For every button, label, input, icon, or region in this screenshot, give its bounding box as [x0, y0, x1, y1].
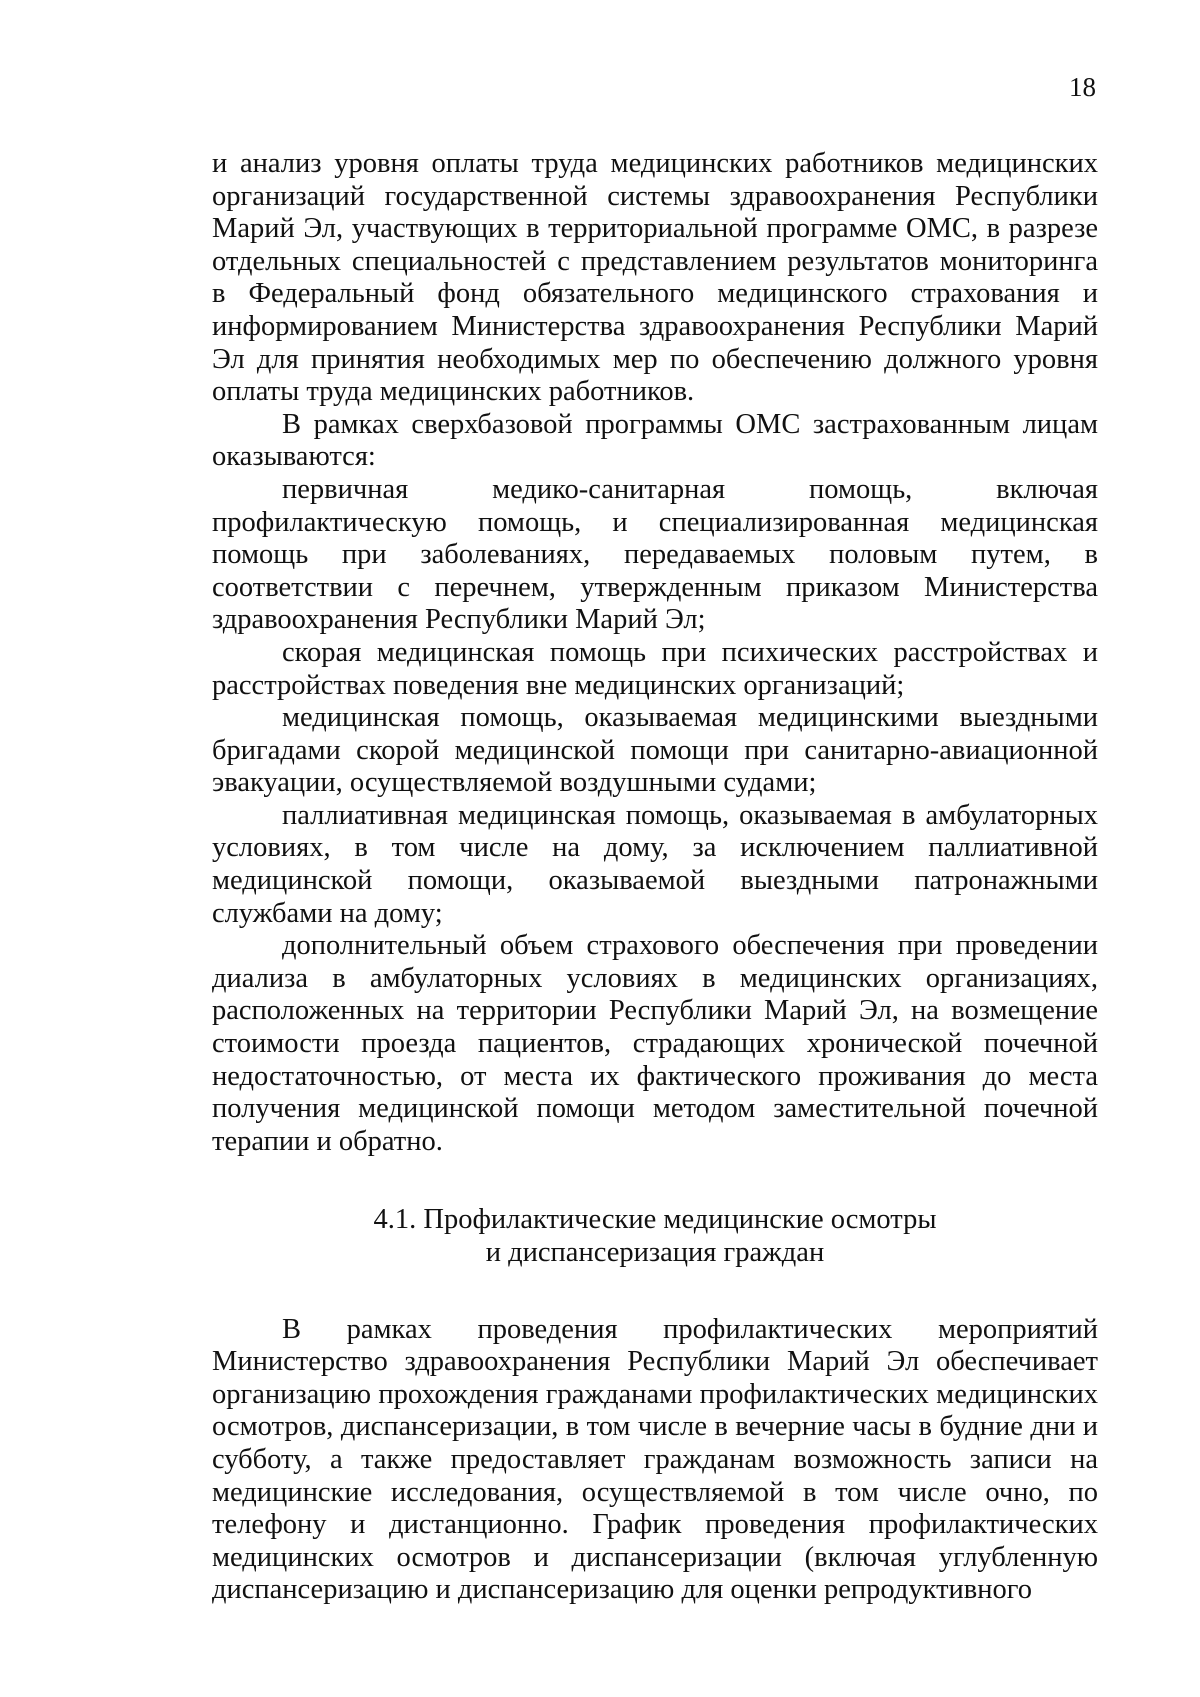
document-body [212, 148, 1098, 1607]
paragraph-primary-care: первичная медико-санитарная помощь, включая профилактическую помощь, и специализированная медицинская помощь при заболеваниях, передаваемых половым путем, в соответствии с перечнем, утвержденным приказом Министерства здравоохранения Республики Марий Эл; [212, 473, 1098, 636]
paragraph-superbasic-intro: В рамках сверхбазовой программы ОМС застрахованным лицам оказываются: [212, 408, 1098, 473]
paragraph-dialysis-transport: дополнительный объем страхового обеспечения при проведении диализа в амбулаторных условиях в медицинских организациях, расположенных на территории Республики Марий Эл, на возмещение стоимости проезда пациентов, страдающих хронической почечной недостаточностью, от места их фактического проживания до места получения медицинской помощи методом заместительной почечной терапии и обратно. [212, 930, 1098, 1157]
paragraph-preventive-measures: В рамках проведения профилактических мероприятий Министерство здравоохранения Республики Марий Эл обеспечивает организацию прохождения гражданами профилактических медицинских осмотров, диспансеризации, в том числе в вечерние часы в будние дни и субботу, а также предоставляет гражданам возможность записи на медицинские исследования, осуществляемой в том числе очно, по телефону и дистанционно. График проведения профилактических медицинских осмотров и диспансеризации (включая углубленную диспансеризацию и диспансеризацию для оценки репродуктивного [212, 1313, 1098, 1606]
paragraph-emergency-psychiatric: скорая медицинская помощь при психических расстройствах и расстройствах поведения вне медицинских организаций; [212, 636, 1098, 701]
section-heading-line-1: 4.1. Профилактические медицинские осмотры [373, 1204, 937, 1236]
paragraph-wage-analysis: и анализ уровня оплаты труда медицинских работников медицинских организаций государственной системы здравоохранения Республики Марий Эл, участвующих в территориальной программе ОМС, в разрезе отдельных специальностей с представлением результатов мониторинга в Федеральный фонд обязательного медицинского страхования и информированием Министерства здравоохранения Республики Марий Эл для принятия необходимых мер по обеспечению должного уровня оплаты труда медицинских работников. [212, 148, 1098, 408]
paragraph-air-ambulance: медицинская помощь, оказываемая медицинскими выездными бригадами скорой медицинской помощи при санитарно-авиационной эвакуации, осуществляемой воздушными судами; [212, 702, 1098, 799]
page-number: 18 [1069, 72, 1096, 102]
section-heading [212, 1204, 1098, 1269]
paragraph-palliative-care: паллиативная медицинская помощь, оказываемая в амбулаторных условиях, в том числе на дому, за исключением паллиативной медицинской помощи, оказываемой выездными патронажными службами на дому; [212, 799, 1098, 929]
section-heading-line-2: и диспансеризация граждан [485, 1237, 825, 1268]
